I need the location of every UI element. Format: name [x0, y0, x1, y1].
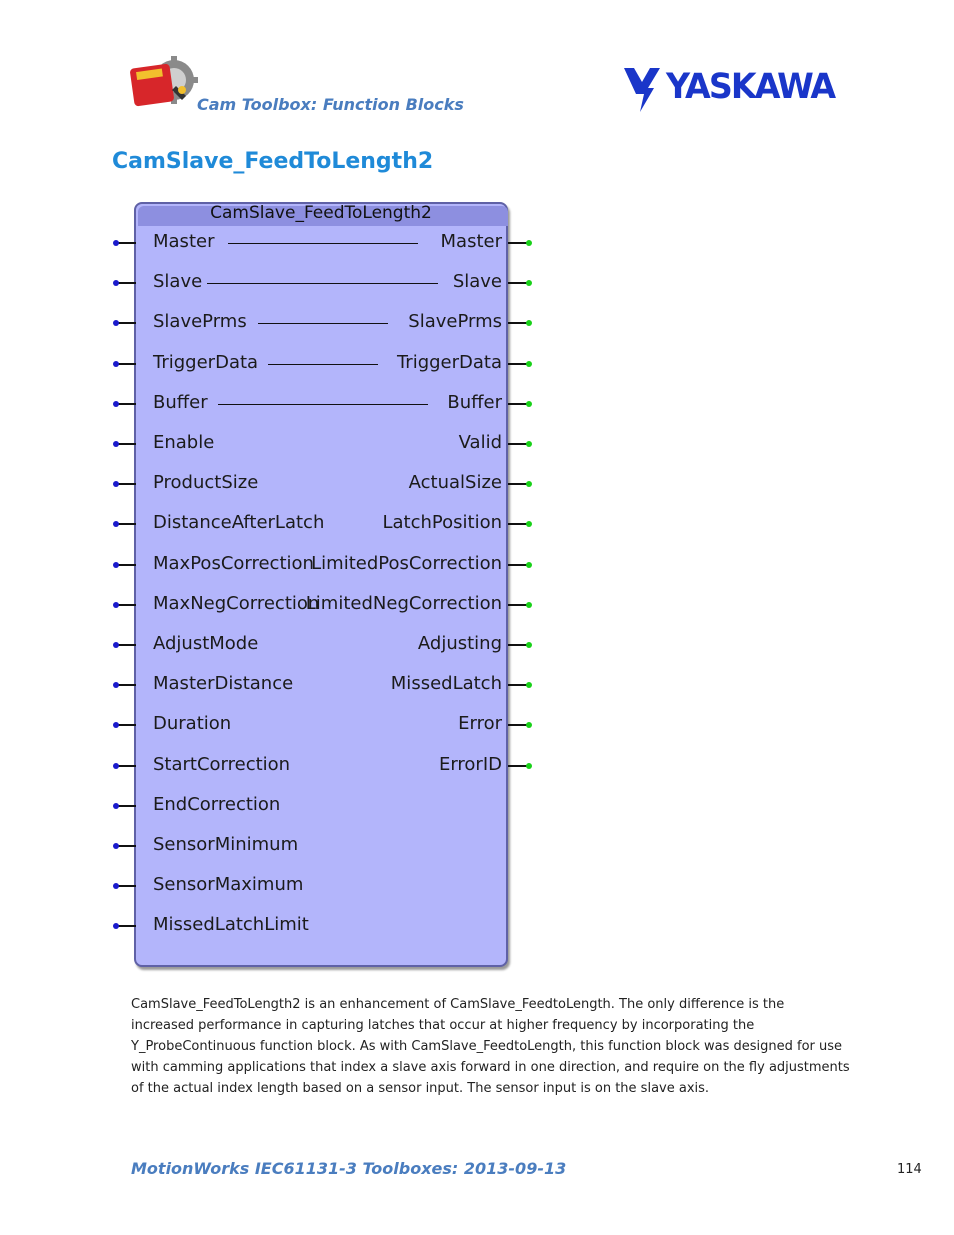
output-pin-line — [508, 282, 528, 284]
input-pin-sensormaximum: SensorMaximum — [153, 874, 304, 896]
input-pin-dot[interactable] — [113, 280, 119, 286]
input-pin-line — [117, 604, 136, 606]
input-pin-missedlatchlimit: MissedLatchLimit — [153, 914, 309, 936]
output-pin-dot[interactable] — [526, 682, 532, 688]
input-pin-line — [117, 765, 136, 767]
description-paragraph: CamSlave_FeedToLength2 is an enhancement of CamSlave_FeedtoLength. The only difference is the increased performance in capturing latches that occur at higher frequency by incorporating the Y_ProbeContinuous function block. As with CamSlave_FeedtoLength, this function block was designed for use with camming applications that index a slave axis forward in one direction, and require on the fly adjustments of the actual index length based on a sensor input. The sensor input is on the slave axis. — [131, 997, 850, 1096]
output-pin-dot[interactable] — [526, 521, 532, 527]
input-pin-line — [117, 805, 136, 807]
output-pin-dot[interactable] — [526, 763, 532, 769]
footer-title: MotionWorks IEC61131-3 Toolboxes: 2013-09-13 — [131, 1159, 567, 1178]
passthrough-line — [268, 364, 378, 365]
output-pin-line — [508, 765, 528, 767]
output-pin-missedlatch: MissedLatch — [390, 673, 502, 695]
output-pin-valid: Valid — [458, 432, 502, 453]
input-pin-slaveprms: SlavePrms — [153, 311, 247, 333]
output-pin-limitedposcorrection: LimitedPosCorrection — [311, 552, 502, 574]
output-pin-slaveprms: SlavePrms — [408, 311, 502, 333]
input-pin-buffer: Buffer — [153, 391, 208, 413]
input-pin-line — [117, 845, 136, 847]
output-pin-dot[interactable] — [526, 642, 532, 648]
input-pin-dot[interactable] — [113, 803, 119, 809]
brand-name: YASKAWA — [666, 67, 835, 107]
output-pin-line — [508, 363, 528, 365]
input-pin-dot[interactable] — [113, 562, 119, 568]
input-pin-dot[interactable] — [113, 602, 119, 608]
output-pin-errorid: ErrorID — [438, 753, 502, 775]
output-pin-dot[interactable] — [526, 280, 532, 286]
input-pin-dot[interactable] — [113, 441, 119, 447]
input-pin-sensorminimum: SensorMinimum — [153, 834, 299, 855]
output-pin-dot[interactable] — [526, 722, 532, 728]
input-pin-line — [117, 564, 136, 566]
output-pin-triggerdata: TriggerData — [396, 351, 502, 373]
page-number: 114 — [897, 1162, 922, 1177]
input-pin-dot[interactable] — [113, 642, 119, 648]
input-pin-master: Master — [153, 231, 215, 252]
input-pin-masterdistance: MasterDistance — [153, 673, 294, 695]
page-title: CamSlave_FeedToLength2 — [112, 149, 434, 174]
passthrough-line — [218, 404, 428, 405]
input-pin-dot[interactable] — [113, 883, 119, 889]
output-pin-dot[interactable] — [526, 320, 532, 326]
input-pin-line — [117, 523, 136, 525]
input-pin-dot[interactable] — [113, 240, 119, 246]
input-pin-line — [117, 443, 136, 445]
input-pin-dot[interactable] — [113, 722, 119, 728]
input-pin-line — [117, 644, 136, 646]
output-pin-master: Master — [440, 231, 502, 252]
input-pin-dot[interactable] — [113, 521, 119, 527]
input-pin-dot[interactable] — [113, 682, 119, 688]
function-block-title: CamSlave_FeedToLength2 — [210, 203, 432, 223]
output-pin-line — [508, 644, 528, 646]
output-pin-line — [508, 483, 528, 485]
output-pin-latchposition: LatchPosition — [382, 512, 502, 534]
output-pin-actualsize: ActualSize — [408, 472, 502, 494]
output-pin-limitednegcorrection: LimitedNegCorrection — [305, 592, 502, 614]
passthrough-line — [207, 283, 438, 284]
input-pin-duration: Duration — [153, 713, 232, 735]
input-pin-dot[interactable] — [113, 320, 119, 326]
output-pin-dot[interactable] — [526, 361, 532, 367]
input-pin-startcorrection: StartCorrection — [153, 753, 291, 775]
input-pin-dot[interactable] — [113, 843, 119, 849]
header-title: Cam Toolbox: Function Blocks — [197, 95, 464, 114]
input-pin-line — [117, 925, 136, 927]
input-pin-line — [117, 724, 136, 726]
toolbox-logo-icon — [130, 56, 198, 112]
output-pin-line — [508, 403, 528, 405]
output-pin-dot[interactable] — [526, 441, 532, 447]
output-pin-line — [508, 443, 528, 445]
input-pin-dot[interactable] — [113, 401, 119, 407]
input-pin-maxnegcorrection: MaxNegCorrection — [153, 592, 320, 614]
input-pin-maxposcorrection: MaxPosCorrection — [153, 552, 314, 574]
passthrough-line — [258, 323, 388, 324]
output-pin-dot[interactable] — [526, 562, 532, 568]
input-pin-triggerdata: TriggerData — [153, 351, 259, 373]
output-pin-slave: Slave — [452, 271, 502, 293]
output-pin-dot[interactable] — [526, 602, 532, 608]
input-pin-enable: Enable — [153, 432, 215, 453]
input-pin-dot[interactable] — [113, 763, 119, 769]
input-pin-line — [117, 282, 136, 284]
output-pin-dot[interactable] — [526, 481, 532, 487]
input-pin-line — [117, 322, 136, 324]
output-pin-dot[interactable] — [526, 401, 532, 407]
input-pin-dot[interactable] — [113, 361, 119, 367]
output-pin-line — [508, 724, 528, 726]
input-pin-distanceafterlatch: DistanceAfterLatch — [153, 512, 325, 534]
input-pin-productsize: ProductSize — [153, 472, 259, 494]
input-pin-dot[interactable] — [113, 481, 119, 487]
input-pin-line — [117, 483, 136, 485]
input-pin-line — [117, 242, 136, 244]
output-pin-error: Error — [458, 713, 502, 735]
yaskawa-logo — [622, 66, 844, 112]
passthrough-line — [228, 243, 418, 244]
input-pin-adjustmode: AdjustMode — [153, 633, 259, 654]
output-pin-adjusting: Adjusting — [417, 633, 502, 654]
output-pin-line — [508, 684, 528, 686]
output-pin-line — [508, 564, 528, 566]
input-pin-endcorrection: EndCorrection — [153, 793, 281, 815]
input-pin-line — [117, 363, 136, 365]
input-pin-line — [117, 684, 136, 686]
input-pin-line — [117, 885, 136, 887]
input-pin-slave: Slave — [153, 271, 203, 293]
output-pin-dot[interactable] — [526, 240, 532, 246]
input-pin-line — [117, 403, 136, 405]
output-pin-line — [508, 242, 528, 244]
output-pin-line — [508, 523, 528, 525]
output-pin-buffer: Buffer — [447, 391, 502, 413]
output-pin-line — [508, 604, 528, 606]
output-pin-line — [508, 322, 528, 324]
input-pin-dot[interactable] — [113, 923, 119, 929]
